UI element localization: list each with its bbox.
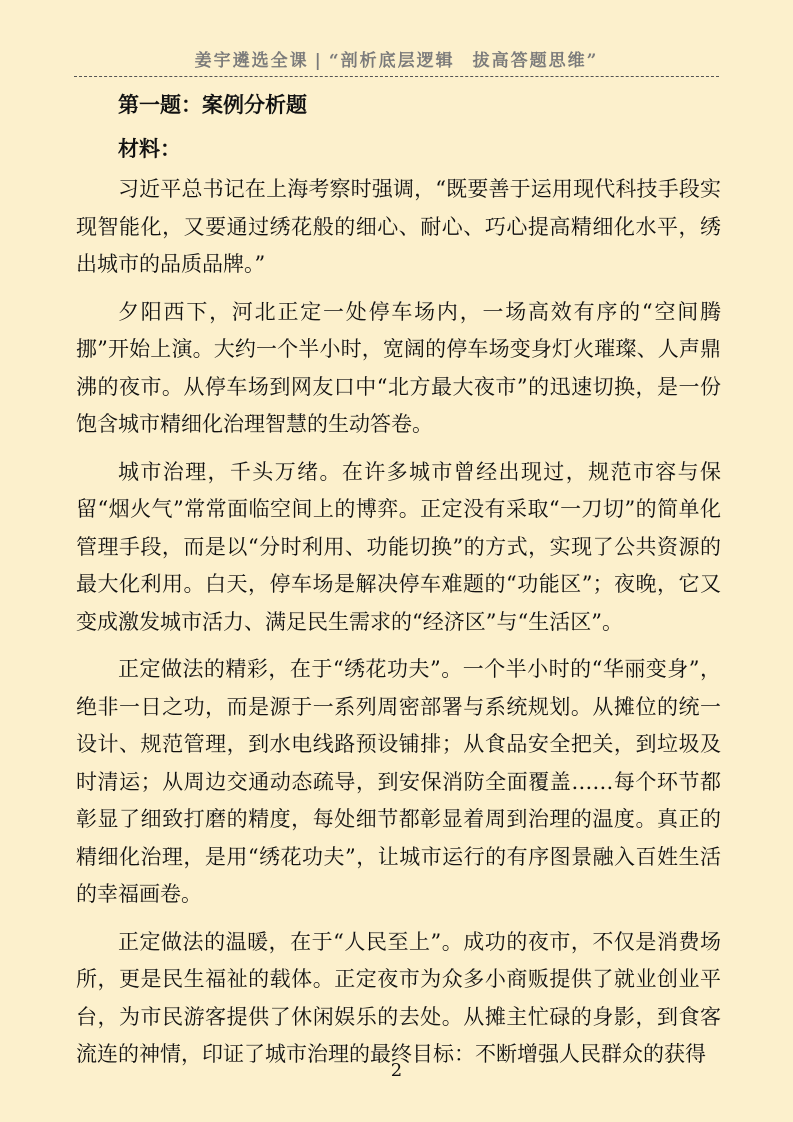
header-slogan-1: “剖析底层逻辑 (328, 51, 455, 71)
paragraph: 习近平总书记在上海考察时强调，“既要善于运用现代科技手段实现智能化，又要通过绣花般的细心、耐心、巧心提高精细化水平，绣出城市的品质品牌。” (76, 177, 721, 276)
document-body (76, 86, 721, 1074)
paragraph: 夕阳西下，河北正定一处停车场内，一场高效有序的“空间腾挪”开始上演。大约一个半小时，宽阔的停车场变身灯火璀璨、人声鼎沸的夜市。从停车场到网友口中“北方最大夜市”的迅速切换，是一份饱含城市精细化治理智慧的生动答卷。 (76, 299, 721, 436)
page-number: 2 (390, 1060, 403, 1081)
header-separator: | (314, 51, 323, 71)
question-title: 第一题：案例分析题 (118, 92, 307, 117)
paragraph: 城市治理，千头万绪。在许多城市曾经出现过，规范市容与保留“烟火气”常常面临空间上的博弈。正定没有采取“一刀切”的简单化管理手段，而是以“分时利用、功能切换”的方式，实现了公共资源的最大化利用。白天，停车场是解决停车难题的“功能区”；夜晚，它又变成激发城市活力、满足民生需求的“经济区”与“生活区”。 (76, 459, 721, 634)
paragraph: 正定做法的温暖，在于“人民至上”。成功的夜市，不仅是消费场所，更是民生福祉的载体。正定夜市为众多小商贩提供了就业创业平台，为市民游客提供了休闲娱乐的去处。从摊主忙碌的身影，到食客流连的神情，印证了城市治理的最终目标：不断增强人民群众的获得 (76, 929, 721, 1066)
page-header (75, 46, 718, 71)
header-divider (74, 76, 719, 77)
header-course: 姜宇遴选全课 (194, 51, 309, 71)
paragraph: 正定做法的精彩，在于“绣花功夫”。一个半小时的“华丽变身”，绝非一日之功，而是源于一系列周密部署与系统规划。从摊位的统一设计、规范管理，到水电线路预设铺排；从食品安全把关，到垃圾及时清运；从周边交通动态疏导，到安保消防全面覆盖……每个环节都彰显了细致打磨的精度，每处细节都彰显着周到治理的温度。真正的精细化治理，是用“绣花功夫”，让城市运行的有序图景融入百姓生活的幸福画卷。 (76, 657, 721, 906)
header-slogan-2: 拔高答题思维” (472, 51, 599, 71)
material-label: 材料： (118, 135, 181, 161)
